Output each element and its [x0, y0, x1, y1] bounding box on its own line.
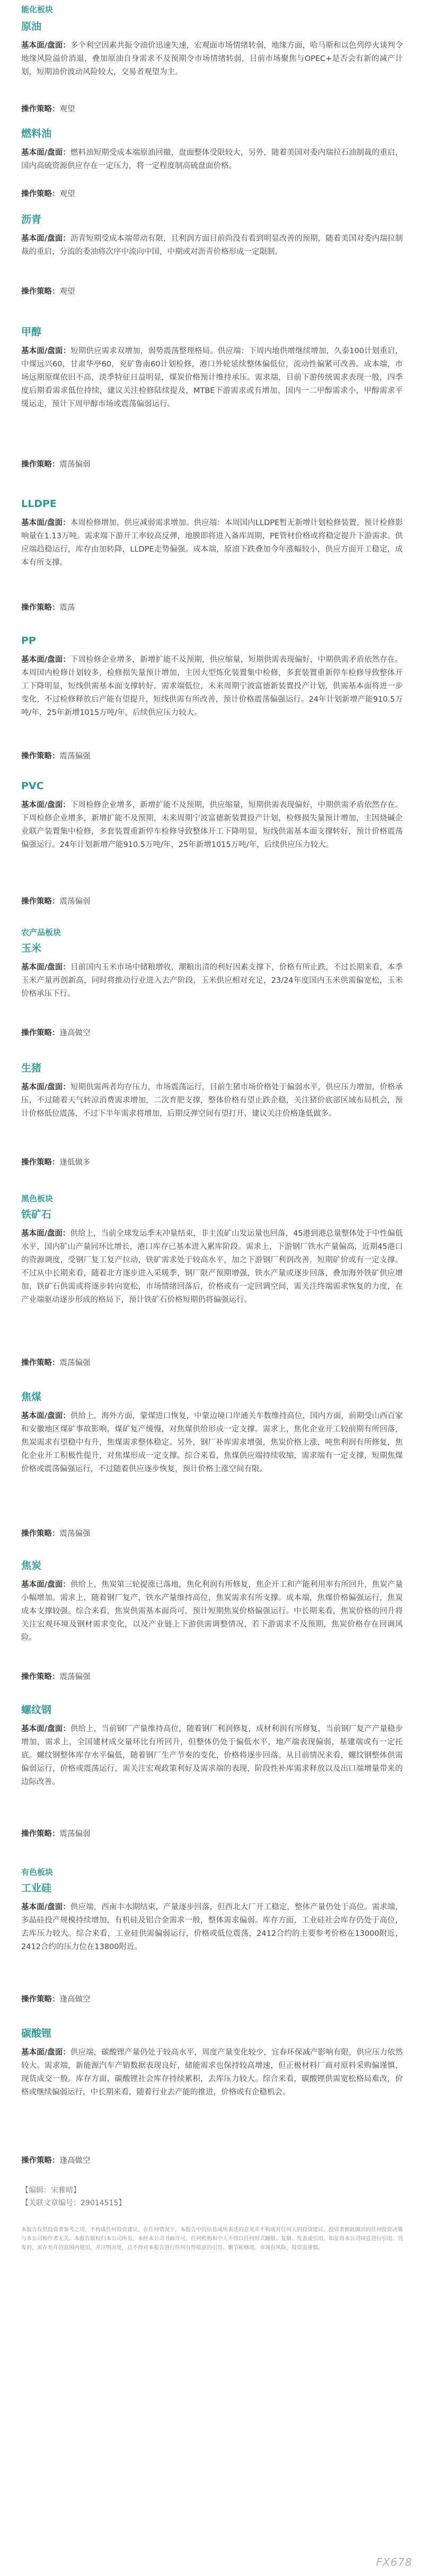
strategy-value: 观望	[59, 190, 75, 198]
basis-label: 基本面/盘面：	[21, 1903, 70, 1911]
strategy-label: 操作策略：	[21, 604, 60, 612]
item-strategy-iron-ore	[21, 1358, 91, 1368]
item-title-asphalt: 沥青	[21, 214, 42, 225]
item-title-hog: 生猪	[21, 1062, 42, 1074]
basis-label: 基本面/盘面：	[21, 656, 70, 664]
basis-text: 供给上，当前钢厂产量维持高位，随着钢厂利润修复，成材利润有所修复，当前钢厂复产产量稳步增加，需求上，全国建材成交量环比有所回升，但整体仍处于偏低水平，地产端表现偏弱，基建端或有一定托底。螺纹钢整体库存水平偏低，随着钢厂生产节奏的变化，价格将逐步回落。从目前情况来看，螺纹钢整体供需偏弱运行，价格或震荡运行，需关注宏观政策利好及需求端的表现，阶段性补库需求释放以及出口端增量带来的边际改善。	[21, 1725, 403, 1786]
item-basis-corn	[21, 961, 403, 1001]
item-strategy-asphalt	[21, 286, 75, 297]
strategy-value: 震荡	[59, 604, 75, 612]
basis-text: 多个利空因素共振令油价迅速失速，宏观面市场情绪转弱，地缘方面，哈马斯和以色列停火谈判令地缘风险溢价消退，叠加原油自身需求不及预期令市场情绪转弱，目前市场聚焦与OPEC+是否会有新的减产计划，短期油价波动风险较大，交易者观望为主。	[21, 41, 403, 76]
item-basis-asphalt	[21, 232, 403, 259]
item-strategy-methanol	[21, 459, 91, 470]
item-strategy-lldpe	[21, 602, 75, 613]
basis-label: 基本面/盘面：	[21, 1229, 70, 1238]
item-strategy-crude-oil	[21, 104, 75, 115]
basis-label: 基本面/盘面：	[21, 1580, 70, 1589]
strategy-value: 逢高做空	[59, 1029, 91, 1037]
strategy-value: 逢低做多	[59, 1158, 91, 1167]
strategy-value: 震荡偏弱	[59, 460, 91, 469]
strategy-value: 震荡偏强	[59, 1359, 91, 1367]
editor-note: 【编辑：宋雅晴】	[21, 2186, 81, 2195]
item-basis-coking-coal	[21, 1410, 403, 1476]
fx678-watermark: FX678	[376, 2556, 412, 2569]
item-strategy-coking-coal	[21, 1529, 91, 1539]
strategy-value: 逢高做空	[59, 2156, 91, 2165]
item-basis-pvc	[21, 799, 403, 852]
basis-label: 基本面/盘面：	[21, 347, 71, 355]
item-strategy-hog	[21, 1157, 91, 1168]
item-strategy-pvc	[21, 896, 91, 907]
basis-label: 基本面/盘面：	[21, 801, 70, 809]
basis-text: 本周检修增加，供应减弱需求增加。供应端：本周国内LLDPE暂无新增计划检修装置，预计检修影响量在1.13万吨。需求端下游开工率较高反弹，地膜即将进入备库周期，PE管材价格或将稳定提升下游需求。供应端趋稳运行，库存由加转降，LLDPE走势偏强。成本端，原油下跌叠加今年涨幅较小，供应方面开工稳定，成本有所支撑。	[21, 519, 403, 567]
disclaimer: 本报告仅供投资者参考之用，不构成任何投资建议。在任何情况下，本报告中的信息或所表述的意见并不构成对任何人的投资建议。投资者据此做出的任何投资决策与本公司和作者无关。本报告版权归本公司所有，未经本公司书面许可，任何机构和个人不得以任何形式翻版、复制、发表或引用。如征得本公司同意进行引用、刊发的，需在允许的范围内使用，并注明出处，且不得对本报告进行任何有悖原意的引用、删节和修改。市场有风险，投资需谨慎。	[21, 2227, 403, 2251]
basis-text: 供应端，西南丰水期结束，产量逐步回落，但西北大厂开工稳定，整体产量仍处于高位。需求端，多晶硅投产规模持续增加，有机硅及铝合金需求一般，整体需求偏弱。库存方面，工业硅社会库存仍处于高位，去库压力较大。综合来看，工业硅供需偏弱运行，价格或低位震荡，2412合约的主要参考价格在13000附近，2412合约的压力位在13800附近。	[21, 1903, 403, 1951]
item-basis-rebar	[21, 1723, 403, 1789]
item-title-corn: 玉米	[21, 942, 42, 954]
basis-text: 供应端，碳酸锂产量仍处于较高水平，周度产量变化较少，宜春环保减产影响有限，供应压力依然较大。需求端，新能源汽车产销数据表现良好，储能需求也保持较高增速，但正极材料厂商对原料采购偏谨慎，现货成交一般。库存方面，碳酸锂社会库存持续累积，去库压力较大。综合来看，碳酸锂供需宽松格局难改，价格或继续偏弱运行，中长期来看，随着行业去产能的推进，价格或有企稳机会。	[21, 2048, 403, 2097]
strategy-label: 操作策略：	[21, 1830, 60, 1838]
strategy-label: 操作策略：	[21, 105, 60, 113]
item-strategy-lithium-carbonate	[21, 2155, 91, 2166]
basis-text: 供给上，海外方面，蒙煤进口恢复，中蒙边境口岸通关车数维持高位，国内方面，前期受山西百家和安徽地区煤矿事故影响，煤矿复产缓慢，对焦煤供给形成一定支撑。需求上，焦化企业开工较前期有所回落，焦炭需求有望稳中有升，焦煤需求整体稳定。另外，钢厂补库需求增强，焦炭价格上涨，吨焦利润有所修复，焦化企业开工积极性提升，对焦煤形成一定支撑。综合来看，焦煤供应端持续收缩，需求端有一定支撑，短期焦煤价格或震荡偏强运行，不过随着供应逐步恢复，预计价格上涨空间有限。	[21, 1412, 403, 1473]
basis-label: 基本面/盘面：	[21, 963, 70, 972]
item-basis-industrial-silicon	[21, 1901, 403, 1954]
item-basis-hog	[21, 1081, 403, 1121]
basis-label: 基本面/盘面：	[21, 519, 70, 527]
strategy-value: 观望	[59, 105, 75, 113]
item-title-coking-coal: 焦煤	[21, 1391, 42, 1403]
related-article-id: 【关联文章编号：29014515】	[21, 2199, 126, 2207]
item-basis-crude-oil	[21, 39, 403, 79]
section-energy: 能化板块	[21, 5, 54, 14]
strategy-label: 操作策略：	[21, 897, 60, 906]
item-basis-coke	[21, 1578, 403, 1645]
section-nonferrous: 有色板块	[21, 1867, 54, 1877]
basis-label: 基本面/盘面：	[21, 41, 70, 50]
strategy-label: 操作策略：	[21, 1673, 60, 1681]
item-title-pp: PP	[21, 635, 36, 647]
basis-text: 短期供需两者均存压力，市场震荡运行，目前生猪市场价格处于偏弱水平，供应压力增加，价格承压，不过随着天气转凉消费需求增加，二次育肥支撑，整体价格有望止跌企稳，关注猪价底部区域布局机会，预计价格低位震荡，不过下半年需求将增加，后期反弹空间有望打开，建议关注价格逢低做多。	[21, 1083, 403, 1118]
strategy-label: 操作策略：	[21, 2156, 60, 2165]
item-strategy-rebar	[21, 1829, 91, 1839]
strategy-label: 操作策略：	[21, 1158, 60, 1167]
strategy-label: 操作策略：	[21, 190, 60, 198]
item-title-pvc: PVC	[21, 780, 44, 792]
basis-label: 基本面/盘面：	[21, 1083, 70, 1091]
item-title-coke: 焦炭	[21, 1560, 42, 1571]
basis-text: 沥青短期受成本端带动有限，且利润方面目前尚没有看到明显改善的预期，随着美国对委内瑞拉制裁的重启，分流的委油将次序中流向中国，中期或对沥青价格形成一定限制。	[21, 234, 403, 256]
strategy-value: 震荡偏强	[59, 1530, 91, 1538]
strategy-value: 震荡偏强	[59, 1673, 91, 1681]
basis-text: 燃料油短期受成本端原油回撤，盘面整体受限较大，另外，随着美国对委内瑞拉石油制裁的重启，国内高硫资源供应存在一定压力，将一定程度制高硫盘面价格。	[21, 149, 403, 170]
basis-label: 基本面/盘面：	[21, 2048, 70, 2057]
strategy-label: 操作策略：	[21, 752, 60, 761]
strategy-value: 逢高做空	[59, 1995, 91, 2004]
item-title-crude-oil: 原油	[21, 21, 42, 32]
item-basis-fuel-oil	[21, 146, 403, 173]
basis-text: 目前国内玉米市场中储粮增收，潮粮出清的利好因素支撑下，价格有所止跌，不过长期来看，本季玉米产量再创新高，同时将推动行业进入去产阶段，玉米供应相对充足，23/24年度国内玉米供需偏宽松，玉米价格承压下行。	[21, 963, 403, 998]
strategy-label: 操作策略：	[21, 1029, 60, 1037]
item-strategy-fuel-oil	[21, 189, 75, 199]
basis-label: 基本面/盘面：	[21, 234, 70, 243]
basis-text: 下周检修企业增多，新增扩能不及预期，供应缩量，短期供需表现偏好，中期供需矛盾依然存在。本周国内检修计划较多，检修损失量预计增加，主因大型炼化装置集中检修，多套装置重新停车检修导致整体开工下降明显，短线供需基本面支撑转好。需求端低位，未来周期宁波富德新装置投产计划，供需基本面将进一步变化，不过检修释放后产能有望提升，短线供需有所改善，预计价格震荡偏强运行。24年计划新增产能910.5万吨/年，25年新增1015万吨/年，后续供应压力较大。	[21, 656, 403, 717]
strategy-value: 震荡偏弱	[59, 1830, 91, 1838]
basis-label: 基本面/盘面：	[21, 1725, 70, 1733]
strategy-label: 操作策略：	[21, 287, 60, 296]
item-title-lithium-carbonate: 碳酸锂	[21, 2028, 52, 2039]
item-strategy-corn	[21, 1028, 91, 1038]
strategy-value: 震荡偏强	[59, 752, 91, 761]
basis-label: 基本面/盘面：	[21, 1412, 70, 1420]
strategy-label: 操作策略：	[21, 1359, 60, 1367]
basis-text: 下周检修企业增多，新增扩能不及预期，供应缩量，短期供需表现偏好，中期供需矛盾依然存在。下周检修企业增多，新增扩能不及预期，未来周期宁波富德新装置投产计划，检修损失量预计增加，主因烧碱企业联产装置集中检修，多套装置重新停车检修导致整体开工下降明显，短线供需基本面支撑转好，预计价格震荡偏强运行。24年计划新增产能910.5万吨/年，25年新增1015万吨/年，后续供应压力较大。	[21, 801, 403, 849]
item-basis-lldpe	[21, 517, 403, 570]
item-basis-methanol	[21, 345, 403, 411]
item-title-methanol: 甲醇	[21, 326, 42, 338]
item-basis-iron-ore	[21, 1227, 403, 1307]
item-title-iron-ore: 铁矿石	[21, 1209, 52, 1220]
basis-text: 供给上，当前全球发运季末冲量结束，非主流矿山发运量也回落，45港到港总量整体处于中性偏低水平，国内矿山产量同环比增长，港口库存已基本进入累库阶段。需求上，下游钢厂铁水产量偏高，近期45港口的资源调度，受钢厂复工复产拉动，铁矿需求处于较高水平，加之下游钢厂利润改善，短期矿价或有一定支撑。不过从中长期来看，随着北方逐步进入采暖季，钢厂限产预期增强，铁水产量或逐步回落，叠加海外铁矿供应增加，铁矿石供需或将逐步转向宽松，市场情绪回落后，价格或有一定回调空间，需关注终端需求恢复的力度，在产业端驱动逐步形成的格局下，预计铁矿石价格短期仍将偏强运行。	[21, 1229, 403, 1304]
basis-text: 短期供应需求双增加，弱势震荡整理格局。供应端：下周内地供增继续增加，久泰100计划重启，中煤远兴60，甘肃华亭60，兖矿鲁南60计划检修，港口外轮延续整体偏低位，流动性偏紧可改善。成本端，市场远期原煤依旧不高，淡季特征日益明显，煤炭价格预计维持承压。需求端，目前下游传统需求表现一般，四季度后期看需求低位持续，建议关注检修陆续提及，MTBE下游需求或有增加，国内一二甲醇需求小，甲醇需求平缓运走，预计下周甲醇市场或震荡偏弱运行。	[21, 347, 403, 408]
strategy-label: 操作策略：	[21, 1995, 60, 2004]
basis-label: 基本面/盘面：	[21, 149, 70, 157]
section-black: 黑色板块	[21, 1194, 54, 1203]
item-basis-pp	[21, 653, 403, 720]
item-title-industrial-silicon: 工业硅	[21, 1882, 52, 1894]
item-basis-lithium-carbonate	[21, 2046, 403, 2099]
item-title-rebar: 螺纹钢	[21, 1704, 52, 1716]
item-strategy-pp	[21, 751, 91, 762]
item-strategy-industrial-silicon	[21, 1994, 91, 2005]
strategy-value: 观望	[59, 287, 75, 296]
item-title-lldpe: LLDPE	[21, 498, 57, 510]
item-title-fuel-oil: 燃料油	[21, 128, 52, 139]
strategy-label: 操作策略：	[21, 1530, 60, 1538]
basis-text: 供给上，焦炭第三轮提涨已落地，焦化利润有所修复，焦企开工和产能利用率有所回升，焦炭产量小幅增加。需求上，随着钢厂复产，铁水产量维持高位，焦炭需求有所支撑。成本端，焦煤价格偏强运行，焦炭成本支撑较强。综合来看，焦炭供需基本面尚可，预计短期焦炭价格偏强运行。中长期来看，焦炭价格的回升将关注宏观环境及钢材需求变化，以及产业链上下游供需调整情况，若下游需求不及预期，焦炭价格存在回调风险。	[21, 1580, 403, 1642]
strategy-label: 操作策略：	[21, 460, 60, 469]
item-strategy-coke	[21, 1672, 91, 1682]
strategy-value: 震荡偏弱	[59, 897, 91, 906]
section-agri: 农产品板块	[21, 928, 61, 937]
